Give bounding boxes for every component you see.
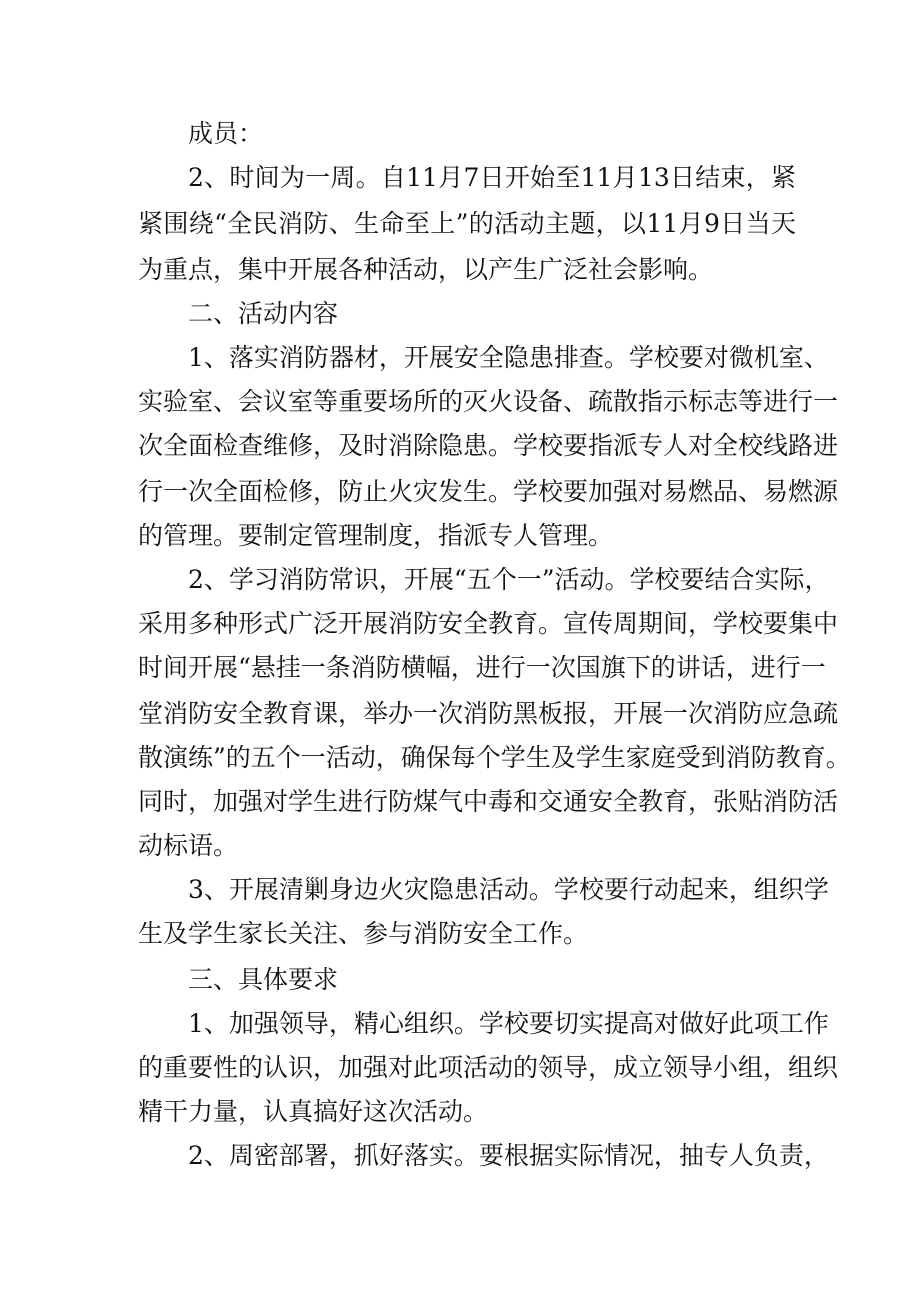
text-line: 动标语。 [138, 831, 239, 860]
text-line: 实验室、会议室等重要场所的灭火设备、疏散指示标志等进行一 [138, 387, 839, 416]
text-line: 为重点，集中开展各种活动，以产生广泛社会影响。 [138, 255, 714, 284]
text-line: 堂消防安全教育课，举办一次消防黑板报，开展一次消防应急疏 [138, 699, 839, 728]
text-line: 1、加强领导，精心组织。学校要切实提高对做好此项工作 [188, 1009, 829, 1038]
text-line: 3、开展清剿身边火灾隐患活动。学校要行动起来，组织学 [188, 875, 829, 904]
section-heading-specific-requirements: 三、具体要求 [188, 965, 339, 994]
text-line-members-label: 成员： [188, 119, 264, 148]
text-line: 1、落实消防器材，开展安全隐患排查。学校要对微机室、 [188, 343, 829, 372]
text-line: 紧围绕“全民消防、生命至上”的活动主题，以11月9日当天 [138, 209, 796, 238]
text-line: 的重要性的认识，加强对此项活动的领导，成立领导小组，组织 [138, 1053, 839, 1082]
text-line: 2、时间为一周。自11月7日开始至11月13日结束，紧 [188, 163, 796, 192]
section-heading-activity-content: 二、活动内容 [188, 299, 339, 328]
text-line: 同时，加强对学生进行防煤气中毒和交通安全教育，张贴消防活 [138, 787, 839, 816]
text-line: 的管理。要制定管理制度，指派专人管理。 [138, 521, 614, 550]
text-line: 行一次全面检修，防止火灾发生。学校要加强对易燃品、易燃源 [138, 477, 839, 506]
text-line: 采用多种形式广泛开展消防安全教育。宣传周期间，学校要集中 [138, 609, 839, 638]
text-line: 2、学习消防常识，开展“五个一”活动。学校要结合实际， [188, 565, 830, 594]
text-line: 2、周密部署，抓好落实。要根据实际情况，抽专人负责， [188, 1141, 829, 1170]
text-line: 精干力量，认真搞好这次活动。 [138, 1097, 489, 1126]
text-line: 生及学生家长关注、参与消防安全工作。 [138, 919, 589, 948]
text-line: 时间开展“悬挂一条消防横幅，进行一次国旗下的讲话，进行一 [138, 653, 826, 682]
text-line: 散演练”的五个一活动，确保每个学生及学生家庭受到消防教育。 [138, 743, 851, 772]
text-line: 次全面检查维修，及时消除隐患。学校要指派专人对全校线路进 [138, 431, 839, 460]
